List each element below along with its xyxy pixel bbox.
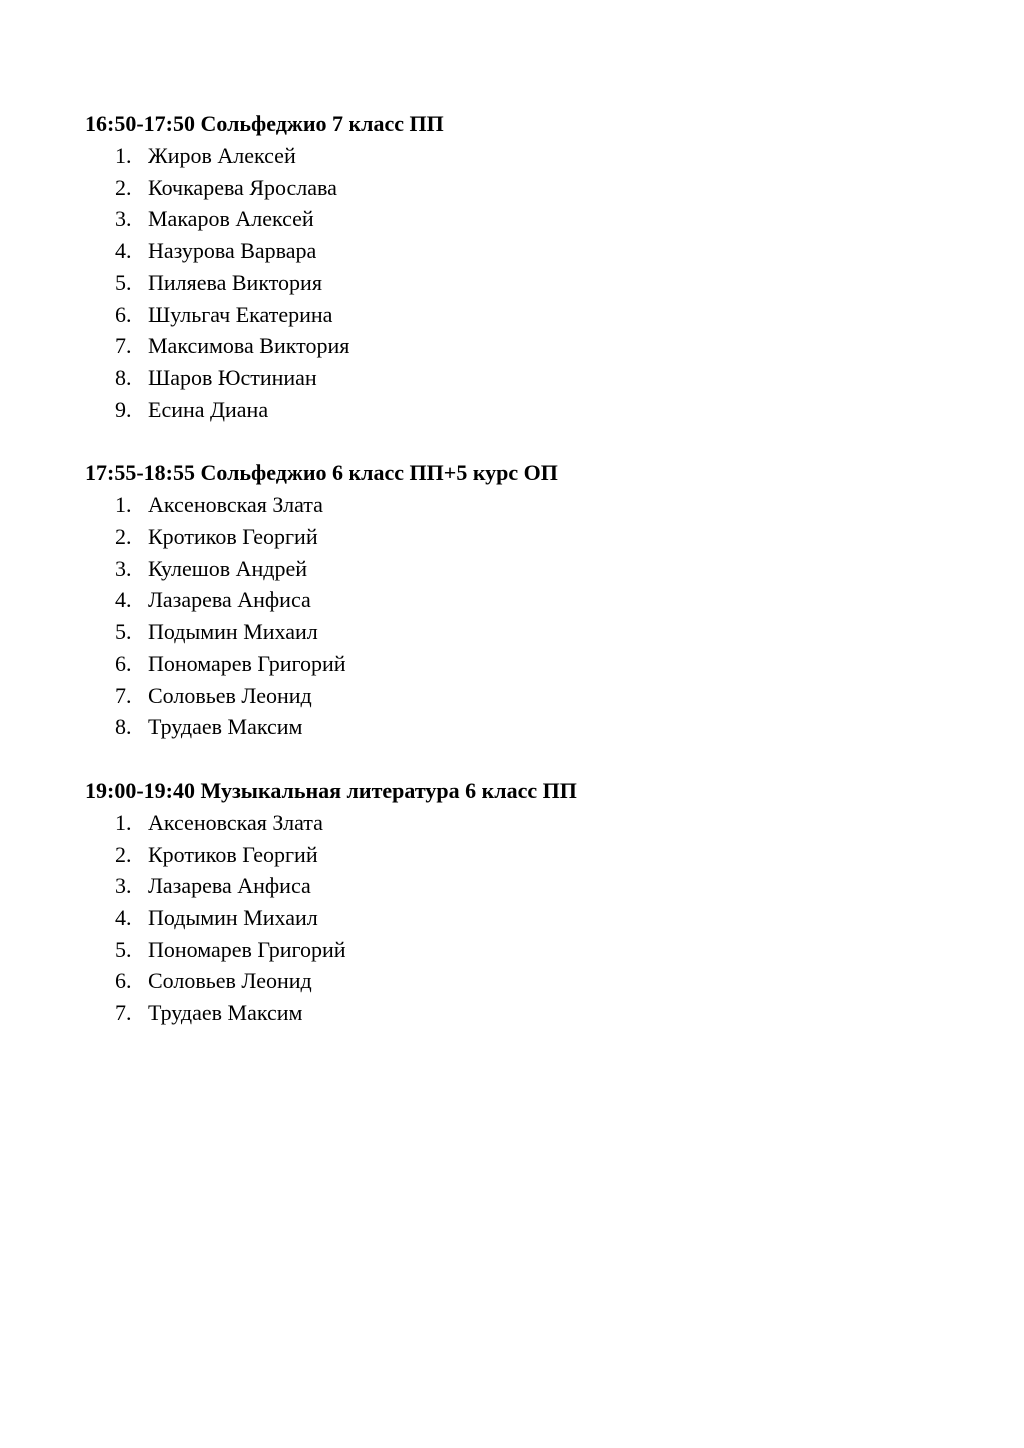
section-heading: 16:50-17:50 Сольфеджио 7 класс ПП <box>85 111 444 136</box>
student-list-item: Жиров Алексей <box>148 143 296 168</box>
student-list-item: Лазарева Анфиса <box>148 873 311 899</box>
student-list <box>85 140 964 425</box>
student-list-item: Трудаев Максим <box>148 1000 303 1026</box>
student-list-item: Пономарев Григорий <box>148 936 346 962</box>
section-heading: 17:55-18:55 Сольфеджио 6 класс ПП+5 курс ОП <box>85 460 558 486</box>
schedule-section <box>85 775 964 1029</box>
student-list-item: Пиляева Виктория <box>148 269 322 295</box>
student-list-item: Есина Диана <box>148 396 269 422</box>
student-list-item: Назурова Варвара <box>148 238 317 264</box>
student-list-item: Аксеновская Злата <box>148 492 323 518</box>
schedule-section <box>85 457 964 743</box>
schedule-section <box>85 108 964 425</box>
student-list-item: Соловьев Леонид <box>148 682 312 708</box>
student-list-item: Кулешов Андрей <box>148 555 308 581</box>
student-list-item: Аксеновская Злата <box>148 809 323 835</box>
student-list <box>85 807 964 1029</box>
student-list-item: Подымин Михаил <box>148 619 318 645</box>
student-list-item: Лазарева Анфиса <box>148 587 311 613</box>
student-list-item: Подымин Михаил <box>148 905 318 931</box>
student-list-item: Макаров Алексей <box>148 206 314 232</box>
student-list-item: Максимова Виктория <box>148 333 350 359</box>
student-list-item: Кротиков Георгий <box>148 841 318 867</box>
student-list-item: Трудаев Максим <box>148 714 303 740</box>
student-list-item: Соловьев Леонид <box>148 968 312 994</box>
section-heading: 19:00-19:40 Музыкальная литература 6 класс ПП <box>85 777 577 803</box>
student-list-item: Шаров Юстиниан <box>148 364 317 390</box>
student-list <box>85 489 964 743</box>
student-list-item: Кочкарева Ярослава <box>148 174 337 200</box>
student-list-item: Кротиков Георгий <box>148 524 318 550</box>
student-list-item: Шульгач Екатерина <box>148 301 333 327</box>
student-list-item: Пономарев Григорий <box>148 650 346 676</box>
